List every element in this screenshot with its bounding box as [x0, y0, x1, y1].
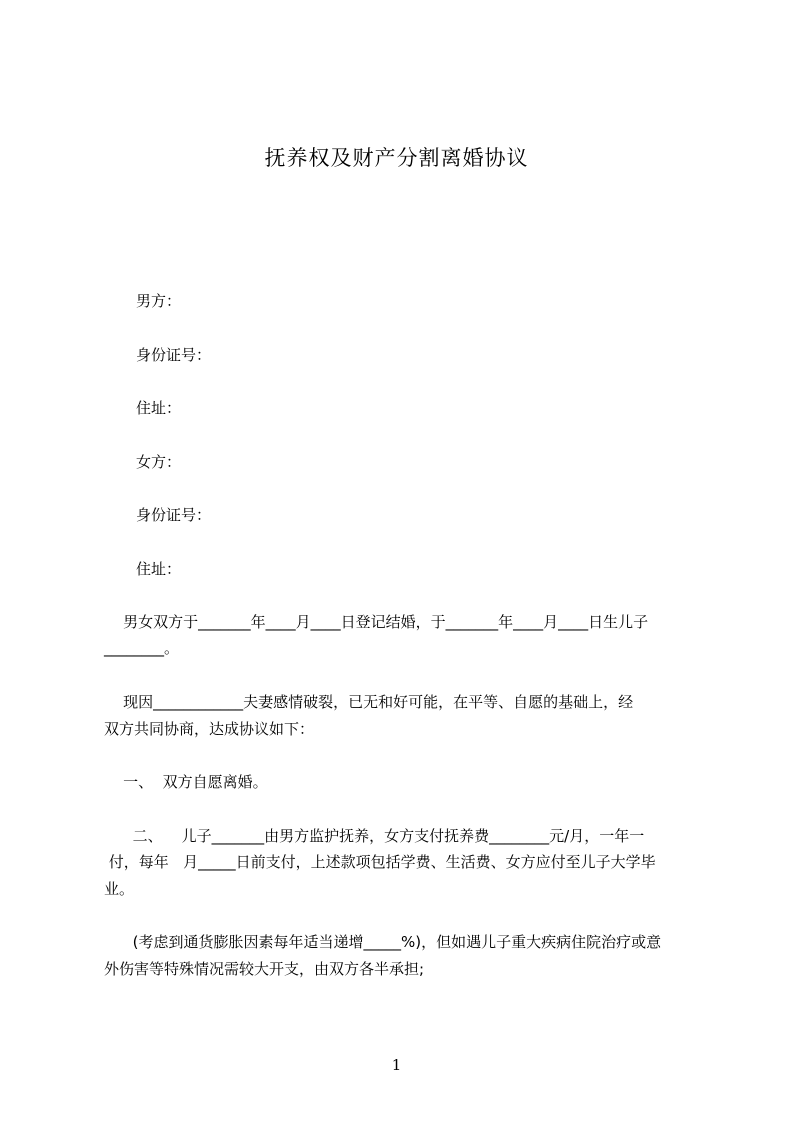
male-address-label: 住址：	[136, 399, 182, 417]
clause-two-line: 二、 儿子_______由男方监护抚养，女方支付抚养费________元/月，一年一	[104, 827, 645, 845]
male-party-label: 男方：	[136, 292, 182, 310]
inflation-note-line: (考虑到通货膨胀因素每年适当递增_____%)，但如遇儿子重大疾病住院治疗或意	[104, 933, 662, 951]
female-party-label: 女方：	[136, 453, 182, 471]
female-id-number-label: 身份证号：	[136, 506, 212, 524]
reason-paragraph-line: 双方共同协商，达成协议如下：	[104, 720, 315, 738]
clause-one: 一、 双方自愿离婚。	[104, 773, 268, 791]
clause-two-line: 付，每年 月_____日前支付，上述款项包括学费、生活费、女方应付至儿子大学毕	[104, 853, 656, 871]
marriage-paragraph-line: ________。	[104, 639, 180, 657]
male-id-number-label: 身份证号：	[136, 346, 212, 364]
marriage-paragraph-line: 男女双方于_______年____月____日登记结婚，于_______年____月____日生儿子	[104, 613, 649, 631]
page-number: 1	[391, 1056, 402, 1074]
reason-paragraph-line: 现因____________夫妻感情破裂，已无和好可能，在平等、自愿的基础上，经	[104, 693, 634, 711]
document-title: 抚养权及财产分割离婚协议	[264, 146, 529, 170]
female-address-label: 住址：	[136, 560, 182, 578]
clause-two-line: 业。	[104, 880, 135, 898]
inflation-note-line: 外伤害等特殊情况需较大开支，由双方各半承担;	[104, 960, 425, 978]
